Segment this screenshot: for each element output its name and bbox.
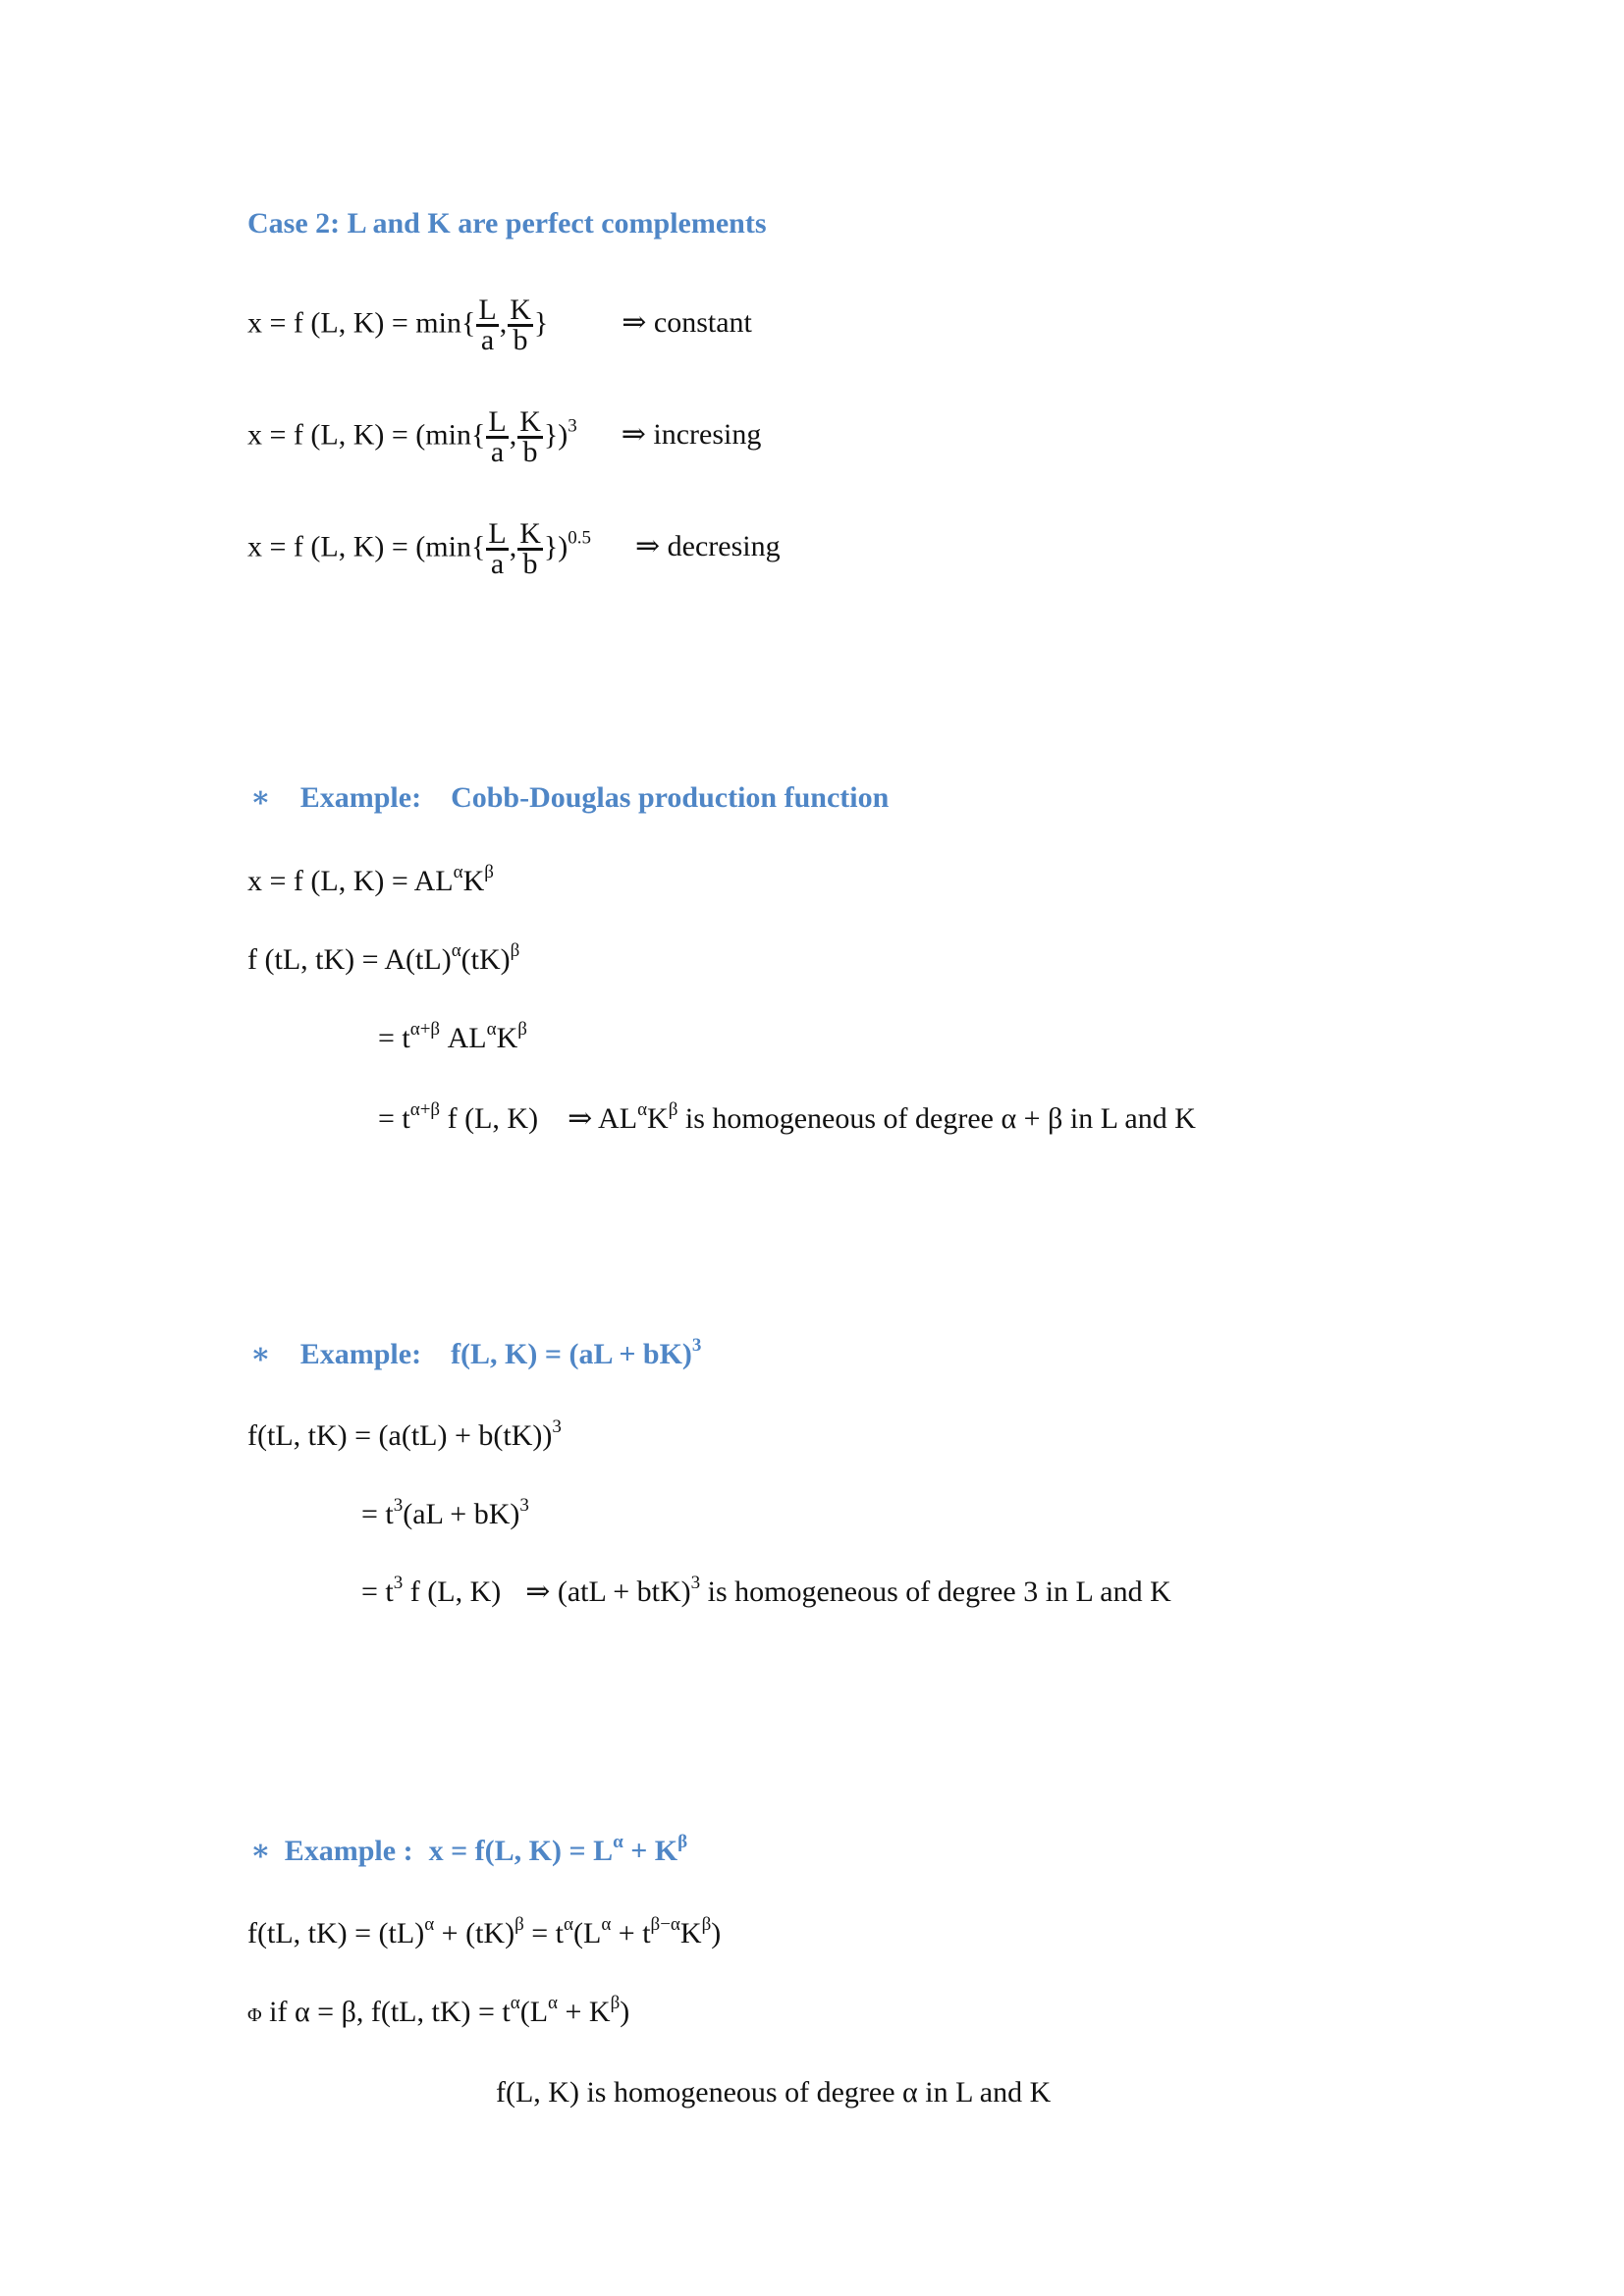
text: ) bbox=[711, 1917, 722, 1949]
separator: , bbox=[499, 306, 508, 340]
numerator: K bbox=[519, 517, 541, 550]
text: x = f (L, K) = AL bbox=[247, 865, 454, 897]
denominator: a bbox=[490, 436, 505, 468]
numerator: K bbox=[519, 405, 541, 438]
exponent: α bbox=[613, 1832, 623, 1852]
exponent: β bbox=[484, 862, 494, 882]
text: AL bbox=[440, 1022, 487, 1054]
text: (tK) bbox=[460, 943, 511, 976]
asterisk-bullet-icon: ∗ bbox=[250, 1338, 271, 1370]
exponent: α+β bbox=[409, 1019, 441, 1040]
exponent: α bbox=[548, 1993, 559, 2013]
text: f(tL, tK) = (a(tL) + b(tK)) bbox=[247, 1419, 553, 1452]
text: K bbox=[496, 1022, 518, 1054]
text: f(tL, tK) = (tL) bbox=[247, 1917, 425, 1949]
numerator: K bbox=[510, 294, 531, 326]
text: K bbox=[462, 865, 485, 897]
denominator: a bbox=[480, 324, 495, 356]
exponent: α bbox=[424, 1914, 435, 1935]
denominator: b bbox=[522, 436, 538, 468]
ex3-conclusion: f(L, K) is homogeneous of degree α in L and K bbox=[496, 2076, 1052, 2109]
cd-line-1 bbox=[247, 864, 494, 899]
eq-lhs: x = f (L, K) = (min{ bbox=[247, 418, 486, 452]
exponent: β−α bbox=[650, 1914, 680, 1935]
close-bracket: }) bbox=[543, 530, 568, 563]
text: = t bbox=[361, 1498, 394, 1530]
exponent: α bbox=[451, 940, 461, 961]
close-bracket: }) bbox=[543, 418, 568, 452]
text: + K bbox=[558, 1996, 611, 2028]
example-label: Example: bbox=[299, 1338, 422, 1370]
cd-line-2 bbox=[247, 942, 519, 978]
fraction-k-over-b bbox=[517, 517, 543, 580]
ex3-line-2 bbox=[247, 1995, 629, 2033]
example-label: Example : bbox=[284, 1835, 413, 1867]
exponent: 3 bbox=[393, 1573, 404, 1593]
text: K bbox=[679, 1917, 702, 1949]
ex3-line-1 bbox=[247, 1916, 721, 1951]
asterisk-bullet-icon: ∗ bbox=[250, 781, 271, 814]
ex2-line-2 bbox=[361, 1497, 529, 1532]
text: + t bbox=[611, 1917, 651, 1949]
numerator: L bbox=[488, 517, 507, 550]
result-increasing: ⇒ incresing bbox=[621, 418, 762, 452]
separator: , bbox=[509, 418, 517, 452]
cd-line-3 bbox=[378, 1021, 527, 1056]
text: ) bbox=[620, 1996, 630, 2028]
exponent: β bbox=[701, 1914, 712, 1935]
result-decreasing: ⇒ decresing bbox=[635, 530, 781, 563]
text: ⇒ AL bbox=[568, 1102, 638, 1135]
denominator: b bbox=[513, 324, 528, 356]
exponent: α bbox=[453, 862, 463, 882]
exponent: β bbox=[610, 1993, 621, 2013]
exponent: 3 bbox=[552, 1416, 562, 1437]
equation-decreasing bbox=[247, 517, 781, 580]
exponent: β bbox=[517, 1019, 527, 1040]
exponent: 0.5 bbox=[568, 527, 591, 549]
numerator: L bbox=[478, 294, 497, 326]
text: + (tK) bbox=[434, 1917, 515, 1949]
exponent: α bbox=[486, 1019, 497, 1040]
text: if α = β, f(tL, tK) = t bbox=[261, 1996, 511, 2028]
exponent: 3 bbox=[690, 1573, 701, 1593]
ex2-line-3 bbox=[361, 1575, 1171, 1610]
exponent: 3 bbox=[393, 1495, 404, 1516]
fraction-l-over-a bbox=[486, 405, 508, 468]
exponent: β bbox=[510, 940, 520, 961]
cd-line-4 bbox=[378, 1101, 1196, 1137]
eq-lhs: x = f (L, K) = (min{ bbox=[247, 530, 486, 563]
exponent: β bbox=[668, 1099, 678, 1120]
exponent: α bbox=[637, 1099, 648, 1120]
text: f (L, K) bbox=[440, 1102, 539, 1135]
example-label: Example: bbox=[299, 781, 422, 814]
text: is homogeneous of degree α + β in L and K bbox=[677, 1102, 1196, 1135]
exponent: α bbox=[510, 1993, 520, 2013]
example-title: x = f(L, K) = L bbox=[428, 1835, 614, 1867]
text: = t bbox=[523, 1917, 565, 1949]
text: = t bbox=[361, 1575, 394, 1608]
denominator: a bbox=[490, 548, 505, 580]
exponent: 3 bbox=[568, 415, 577, 437]
text: (aL + bK) bbox=[403, 1498, 520, 1530]
denominator: b bbox=[522, 548, 538, 580]
example-title: + K bbox=[623, 1835, 678, 1867]
case2-heading: Case 2: L and K are perfect complements bbox=[247, 207, 767, 240]
fraction-l-over-a bbox=[476, 296, 498, 354]
example1-heading bbox=[250, 780, 889, 816]
asterisk-bullet-icon: ∗ bbox=[250, 1835, 271, 1867]
exponent: 3 bbox=[691, 1335, 702, 1356]
text: = t bbox=[378, 1022, 410, 1054]
ex2-line-1 bbox=[247, 1418, 562, 1454]
exponent: α bbox=[564, 1914, 573, 1935]
circle-bullet-icon: Φ bbox=[247, 2004, 262, 2026]
close-bracket: } bbox=[533, 306, 549, 340]
text: (L bbox=[519, 1996, 549, 2028]
separator: , bbox=[509, 530, 517, 563]
equation-increasing bbox=[247, 405, 762, 468]
example2-heading bbox=[250, 1337, 701, 1372]
text: K bbox=[647, 1102, 669, 1135]
exponent: α+β bbox=[409, 1099, 441, 1120]
exponent: 3 bbox=[519, 1495, 529, 1516]
equation-constant bbox=[247, 296, 752, 354]
fraction-k-over-b bbox=[508, 296, 533, 354]
text: = t bbox=[378, 1102, 410, 1135]
text: is homogeneous of degree 3 in L and K bbox=[700, 1575, 1171, 1608]
numerator: L bbox=[488, 405, 507, 438]
text: (L bbox=[572, 1917, 602, 1949]
fraction-l-over-a bbox=[486, 517, 508, 580]
fraction-k-over-b bbox=[517, 405, 543, 468]
text: f (tL, tK) = A(tL) bbox=[247, 943, 452, 976]
exponent: α bbox=[601, 1914, 612, 1935]
exponent: β bbox=[677, 1832, 688, 1852]
exponent: β bbox=[514, 1914, 524, 1935]
eq-lhs: x = f (L, K) = min{ bbox=[247, 306, 476, 340]
text: ⇒ (atL + btK) bbox=[525, 1575, 691, 1608]
example-title: Cobb-Douglas production function bbox=[451, 781, 890, 814]
example-title: f(L, K) = (aL + bK) bbox=[451, 1338, 692, 1370]
example3-heading bbox=[250, 1834, 687, 1869]
text: f (L, K) bbox=[403, 1575, 502, 1608]
result-constant: ⇒ constant bbox=[622, 306, 752, 340]
